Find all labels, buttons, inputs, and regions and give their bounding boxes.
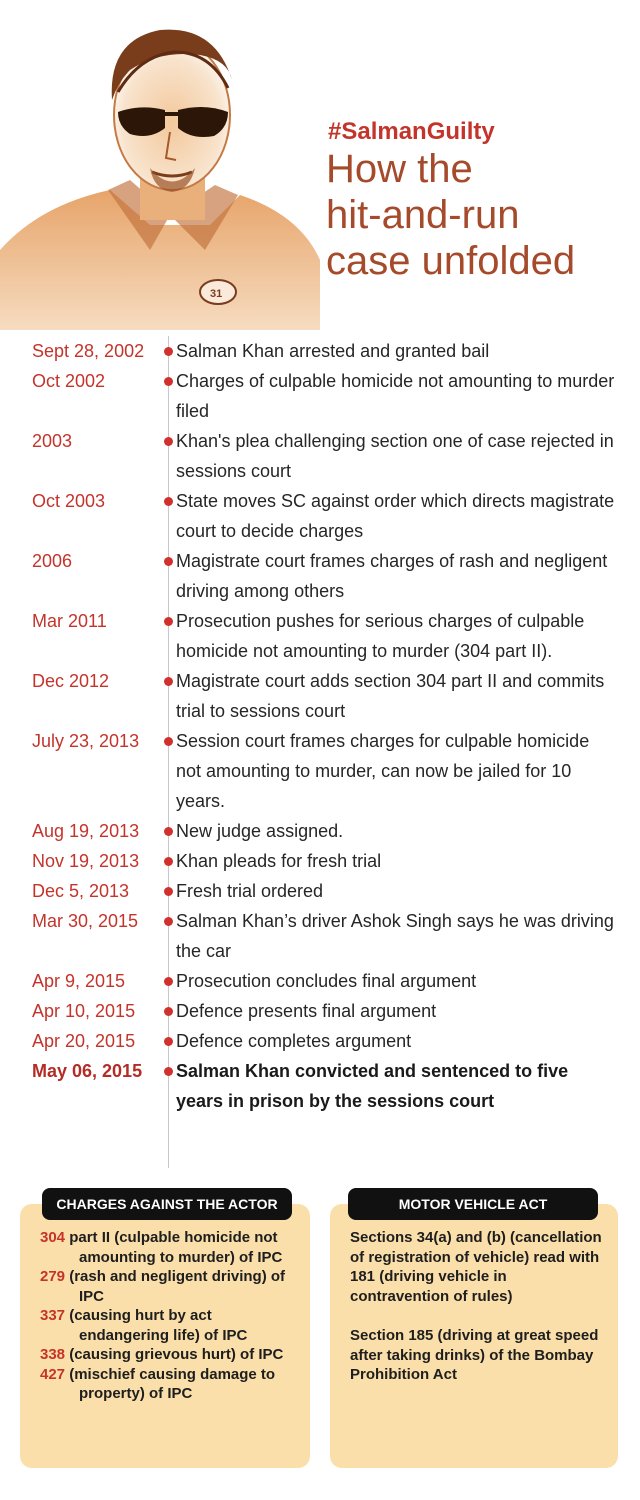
timeline-entry bbox=[0, 966, 640, 996]
red-dot-icon bbox=[164, 437, 173, 446]
mva-heading: MOTOR VEHICLE ACT bbox=[348, 1188, 598, 1220]
timeline-event: Khan pleads for fresh trial bbox=[176, 851, 382, 871]
timeline-date: Apr 9, 2015 bbox=[32, 971, 126, 991]
motor-vehicle-act-box bbox=[330, 1196, 618, 1468]
charge-code: 279 bbox=[40, 1268, 66, 1285]
red-dot-icon bbox=[164, 347, 173, 356]
timeline-entry bbox=[0, 1026, 640, 1056]
timeline-entry bbox=[0, 876, 640, 906]
header bbox=[0, 0, 640, 330]
timeline-date: Mar 2011 bbox=[32, 611, 107, 631]
charge-item bbox=[40, 1306, 302, 1345]
timeline-event: Fresh trial ordered bbox=[176, 881, 324, 901]
timeline-date: Aug 19, 2013 bbox=[32, 821, 140, 841]
red-dot-icon bbox=[164, 677, 173, 686]
red-dot-icon bbox=[164, 1037, 173, 1046]
timeline-date: Nov 19, 2013 bbox=[32, 851, 140, 871]
timeline-event: Defence presents final argument bbox=[176, 1001, 437, 1021]
timeline-date: Oct 2003 bbox=[32, 491, 106, 511]
timeline-event: New judge assigned. bbox=[176, 821, 344, 841]
charge-text: part II (culpable homicide not amounting to murder) of IPC bbox=[69, 1229, 283, 1266]
timeline-entry bbox=[0, 336, 640, 366]
timeline-entry bbox=[0, 816, 640, 846]
timeline-date: Apr 10, 2015 bbox=[32, 1001, 136, 1021]
red-dot-icon bbox=[164, 887, 173, 896]
timeline-entry bbox=[0, 846, 640, 876]
portrait-illustration bbox=[0, 0, 320, 330]
timeline-event: State moves SC against order which directs magistrate court to decide charges bbox=[176, 491, 615, 541]
red-dot-icon bbox=[164, 977, 173, 986]
timeline-entry bbox=[0, 666, 640, 726]
red-dot-icon bbox=[164, 857, 173, 866]
timeline-date: Mar 30, 2015 bbox=[32, 911, 139, 931]
timeline-date: Dec 5, 2013 bbox=[32, 881, 130, 901]
timeline-event: Salman Khan convicted and sentenced to five years in prison by the sessions court bbox=[176, 1061, 569, 1111]
red-dot-icon bbox=[164, 827, 173, 836]
red-dot-icon bbox=[164, 737, 173, 746]
title-line-3: case unfolded bbox=[326, 239, 576, 283]
charges-heading: CHARGES AGAINST THE ACTOR bbox=[42, 1188, 292, 1220]
page-title bbox=[326, 146, 636, 284]
red-dot-icon bbox=[164, 1067, 173, 1076]
timeline bbox=[0, 336, 640, 1116]
timeline-entry bbox=[0, 486, 640, 546]
timeline-entry bbox=[0, 606, 640, 666]
timeline-event: Session court frames charges for culpable homicide not amounting to murder, can now be jailed for 10 years. bbox=[176, 731, 590, 811]
timeline-event: Salman Khan arrested and granted bail bbox=[176, 341, 490, 361]
timeline-event: Khan's plea challenging section one of case rejected in sessions court bbox=[176, 431, 614, 481]
timeline-event: Magistrate court adds section 304 part II and commits trial to sessions court bbox=[176, 671, 605, 721]
red-dot-icon bbox=[164, 557, 173, 566]
timeline-entry bbox=[0, 726, 640, 816]
charge-code: 304 bbox=[40, 1229, 66, 1246]
timeline-event: Prosecution concludes final argument bbox=[176, 971, 477, 991]
timeline-entry bbox=[0, 366, 640, 426]
mva-paragraph: Section 185 (driving at great speed after taking drinks) of the Bombay Prohibition Act bbox=[350, 1327, 599, 1383]
timeline-entry-verdict bbox=[0, 1056, 640, 1116]
timeline-event: Charges of culpable homicide not amounting to murder filed bbox=[176, 371, 615, 421]
charge-item bbox=[40, 1267, 302, 1306]
charge-text: (causing grievous hurt) of IPC bbox=[69, 1346, 284, 1363]
charge-text: (mischief causing damage to property) of IPC bbox=[69, 1365, 276, 1402]
timeline-entry bbox=[0, 426, 640, 486]
timeline-entry bbox=[0, 546, 640, 606]
charge-item bbox=[40, 1365, 302, 1404]
timeline-event: Magistrate court frames charges of rash and negligent driving among others bbox=[176, 551, 608, 601]
red-dot-icon bbox=[164, 377, 173, 386]
red-dot-icon bbox=[164, 1007, 173, 1016]
timeline-date: Sept 28, 2002 bbox=[32, 341, 145, 361]
charge-item bbox=[40, 1345, 302, 1365]
timeline-date: Dec 2012 bbox=[32, 671, 110, 691]
timeline-date: Apr 20, 2015 bbox=[32, 1031, 136, 1051]
hashtag: #SalmanGuilty bbox=[328, 118, 495, 145]
charge-code: 427 bbox=[40, 1365, 66, 1383]
charges-list bbox=[40, 1228, 302, 1404]
timeline-entry bbox=[0, 996, 640, 1026]
timeline-event: Defence completes argument bbox=[176, 1031, 412, 1051]
timeline-event: Salman Khan’s driver Ashok Singh says he was driving the car bbox=[176, 911, 614, 961]
red-dot-icon bbox=[164, 917, 173, 926]
title-line-2: hit-and-run bbox=[326, 193, 520, 237]
mva-paragraph: Sections 34(a) and (b) (cancellation of registration of vehicle) read with 181 (driving vehicle in contravention of rules) bbox=[350, 1229, 602, 1305]
timeline-entry bbox=[0, 906, 640, 966]
timeline-date: 2003 bbox=[32, 431, 73, 451]
charge-code: 338 bbox=[40, 1346, 66, 1363]
timeline-date: Oct 2002 bbox=[32, 371, 106, 391]
charge-code: 337 bbox=[40, 1307, 66, 1324]
charge-text: (rash and negligent driving) of IPC bbox=[69, 1268, 286, 1305]
red-dot-icon bbox=[164, 497, 173, 506]
charge-item bbox=[40, 1228, 302, 1267]
timeline-event: Prosecution pushes for serious charges of culpable homicide not amounting to murder (304 part II). bbox=[176, 611, 585, 661]
charge-text: (causing hurt by act endangering life) of IPC bbox=[69, 1307, 248, 1344]
red-dot-icon bbox=[164, 617, 173, 626]
mva-content bbox=[350, 1228, 605, 1405]
timeline-date: May 06, 2015 bbox=[32, 1061, 143, 1081]
timeline-date: July 23, 2013 bbox=[32, 731, 140, 751]
title-line-1: How the bbox=[326, 147, 473, 191]
charges-box bbox=[20, 1196, 310, 1468]
timeline-date: 2006 bbox=[32, 551, 73, 571]
svg-text:31: 31 bbox=[210, 288, 223, 300]
